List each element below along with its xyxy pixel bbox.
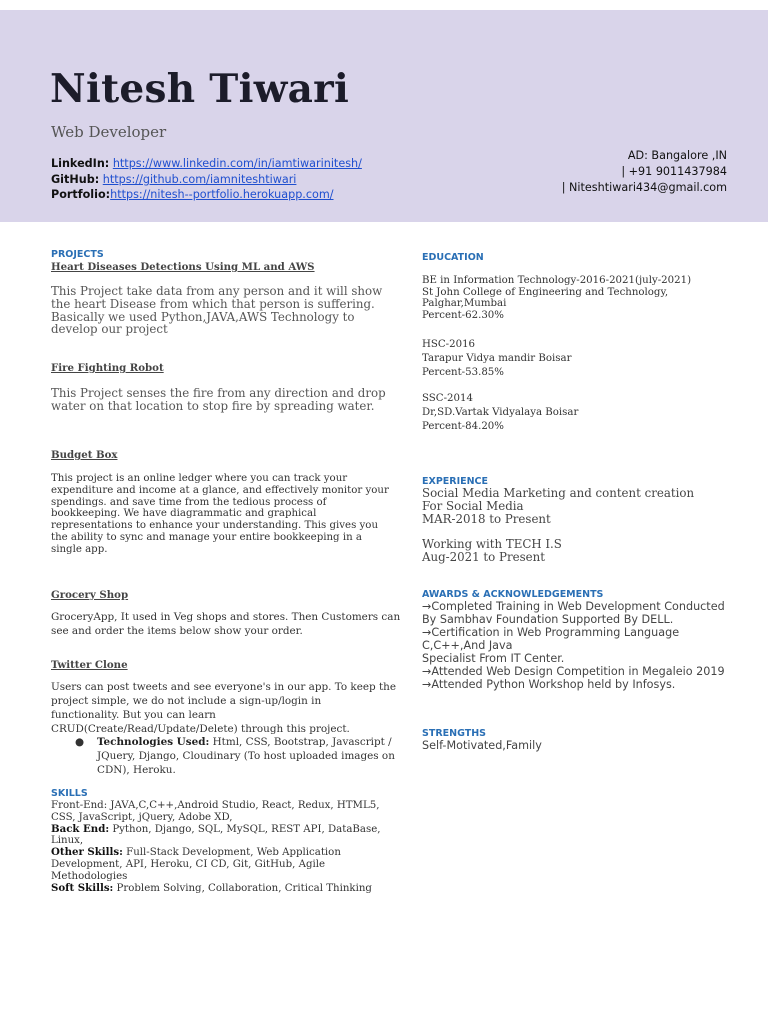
education-entry (422, 392, 578, 433)
linkedin-label: LinkedIn: (51, 157, 110, 170)
bullet-dot: ● (75, 736, 85, 748)
text-line: GroceryApp, It used in Veg shops and stores. Then Customers can (51, 611, 401, 623)
portfolio-label: Portfolio: (51, 188, 111, 201)
projects-heading: PROJECTS (51, 249, 104, 260)
bullet-label: Technologies Used: (97, 736, 210, 748)
text-line: Palghar,Mumbai (422, 298, 507, 310)
text-line: water on that location to stop fire by spreading water. (51, 398, 375, 413)
portfolio-link[interactable]: https://nitesh--portfolio.herokuapp.com/ (110, 188, 334, 201)
skill-label: Other Skills: (51, 846, 123, 859)
project-title: Twitter Clone (51, 659, 128, 671)
text-line: the heart Disease from which that person is suffering. (51, 296, 375, 311)
text-line: Percent-53.85% (422, 366, 504, 378)
address-line: AD: Bangalore ,IN (627, 149, 727, 162)
text-line: develop our project (51, 322, 168, 337)
text-line: →Attended Web Design Competition in Megaleio 2019 (422, 665, 725, 678)
profile-links (51, 156, 362, 203)
education-heading: EDUCATION (422, 252, 484, 263)
github-row (51, 172, 362, 188)
github-link[interactable]: https://github.com/iamniteshtiwari (102, 172, 297, 186)
text-line: →Attended Python Workshop held by Infosys. (422, 678, 676, 691)
job-title: Web Developer (51, 123, 167, 141)
text-line: MAR-2018 to Present (422, 512, 551, 526)
experience-entry (422, 538, 562, 564)
text-line: Tarapur Vidya mandir Boisar (422, 352, 572, 364)
phone-line: | +91 9011437984 (621, 165, 727, 178)
skills-list (51, 800, 381, 894)
project-description (51, 680, 397, 736)
text-line: expenditure and income at a glance, and effectively monitor your (51, 484, 389, 496)
strengths-text: Self-Motivated,Family (422, 739, 542, 752)
text-line: BE in Information Technology-2016-2021(july-2021) (422, 275, 692, 286)
text-line: This project is an online ledger where you can track your (51, 473, 348, 484)
text-line: Users can post tweets and see everyone's in our app. To keep the (51, 681, 397, 693)
strengths-heading: STRENGTHS (422, 728, 486, 739)
project-title: Fire Fighting Robot (51, 362, 164, 374)
text-line: Percent-84.20% (422, 420, 504, 432)
text-line: single app. (51, 543, 108, 555)
linkedin-link[interactable]: https://www.linkedin.com/in/iamtiwarinitesh/ (112, 157, 362, 170)
resume-header (0, 10, 768, 222)
text-line: By Sambhav Foundation Supported By DELL. (422, 613, 674, 626)
text-line: CSS, JavaScript, jQuery, Adobe XD, (51, 811, 233, 823)
text-line: St John College of Engineering and Technology, (422, 286, 669, 298)
skill-label: Back End: (51, 822, 110, 835)
project-description (51, 610, 401, 638)
text-line: Development, API, Heroku, CI CD, Git, GitHub, Agile (51, 858, 326, 870)
text-line: Methodologies (51, 870, 128, 882)
text-line: Html, CSS, Bootstrap, Javascript / (209, 736, 392, 748)
text-line: Basically we used Python,JAVA,AWS Technology to (51, 309, 355, 324)
text-line: Dr,SD.Vartak Vidyalaya Boisar (422, 406, 579, 418)
email-line: | Niteshtiwari434@gmail.com (561, 181, 727, 194)
text-line: spendings. and save time from the tedious process of (51, 496, 327, 508)
candidate-name: Nitesh Tiwari (50, 66, 350, 112)
technologies-bullet (75, 735, 407, 777)
portfolio-row (51, 187, 362, 203)
text-line: SSC-2014 (422, 393, 473, 404)
awards-heading: AWARDS & ACKNOWLEDGEMENTS (422, 589, 604, 600)
project-description (51, 473, 389, 556)
project-description (51, 387, 386, 413)
experience-entry (422, 487, 694, 526)
project-title: Grocery Shop (51, 589, 129, 601)
text-line: This Project senses the fire from any direction and drop (51, 386, 386, 400)
text-line: →Completed Training in Web Development Conducted (422, 600, 725, 613)
text-line: Linux, (51, 835, 84, 847)
text-line: Full-Stack Development, Web Application (122, 847, 341, 859)
text-line: bookkeeping. We have diagrammatic and graphical (51, 508, 317, 520)
skills-heading: SKILLS (51, 788, 88, 799)
text-line: representations to enhance your understanding. This gives you (51, 520, 378, 532)
text-line: the ability to sync and manage your entire bookkeeping in a (51, 531, 362, 543)
text-line: HSC-2016 (422, 339, 476, 350)
text-line: Working with TECH I.S (422, 537, 562, 551)
skill-label: Soft Skills: (51, 881, 114, 894)
contact-info (562, 148, 727, 196)
awards-list (422, 600, 732, 691)
project-title: Budget Box (51, 449, 118, 461)
text-line: Aug-2021 to Present (422, 550, 545, 564)
project-title: Heart Diseases Detections Using ML and AWS (51, 261, 315, 273)
experience-heading: EXPERIENCE (422, 476, 489, 487)
text-line: For Social Media (422, 499, 524, 513)
text-line: project simple, we do not include a sign-up/login in (51, 695, 322, 707)
text-line: Specialist From IT Center. (422, 652, 565, 665)
text-line: Social Media Marketing and content creation (422, 486, 695, 500)
text-line: JQuery, Django, Cloudinary (To host uploaded images on (97, 750, 395, 762)
text-line: Problem Solving, Collaboration, Critical Thinking (113, 882, 372, 894)
education-entry (422, 338, 571, 379)
text-line: Front-End: JAVA,C,C++,Android Studio, React, Redux, HTML5, (51, 800, 380, 811)
text-line: This Project take data from any person and it will show (51, 284, 383, 298)
linkedin-row (51, 156, 362, 172)
text-line: →Certification in Web Programming Language (422, 626, 680, 639)
text-line: functionality. But you can learn (51, 709, 216, 721)
text-line: C,C++,And Java (422, 639, 513, 652)
text-line: CDN), Heroku. (97, 764, 176, 776)
text-line: Python, Django, SQL, MySQL, REST API, DataBase, (109, 823, 381, 835)
project-description (51, 285, 386, 336)
text-line: see and order the items below show your order. (51, 625, 303, 637)
text-line: CRUD(Create/Read/Update/Delete) through this project. (51, 723, 350, 735)
education-entry (422, 275, 691, 321)
github-label: GitHub: (51, 172, 100, 186)
text-line: Percent-62.30% (422, 309, 504, 321)
